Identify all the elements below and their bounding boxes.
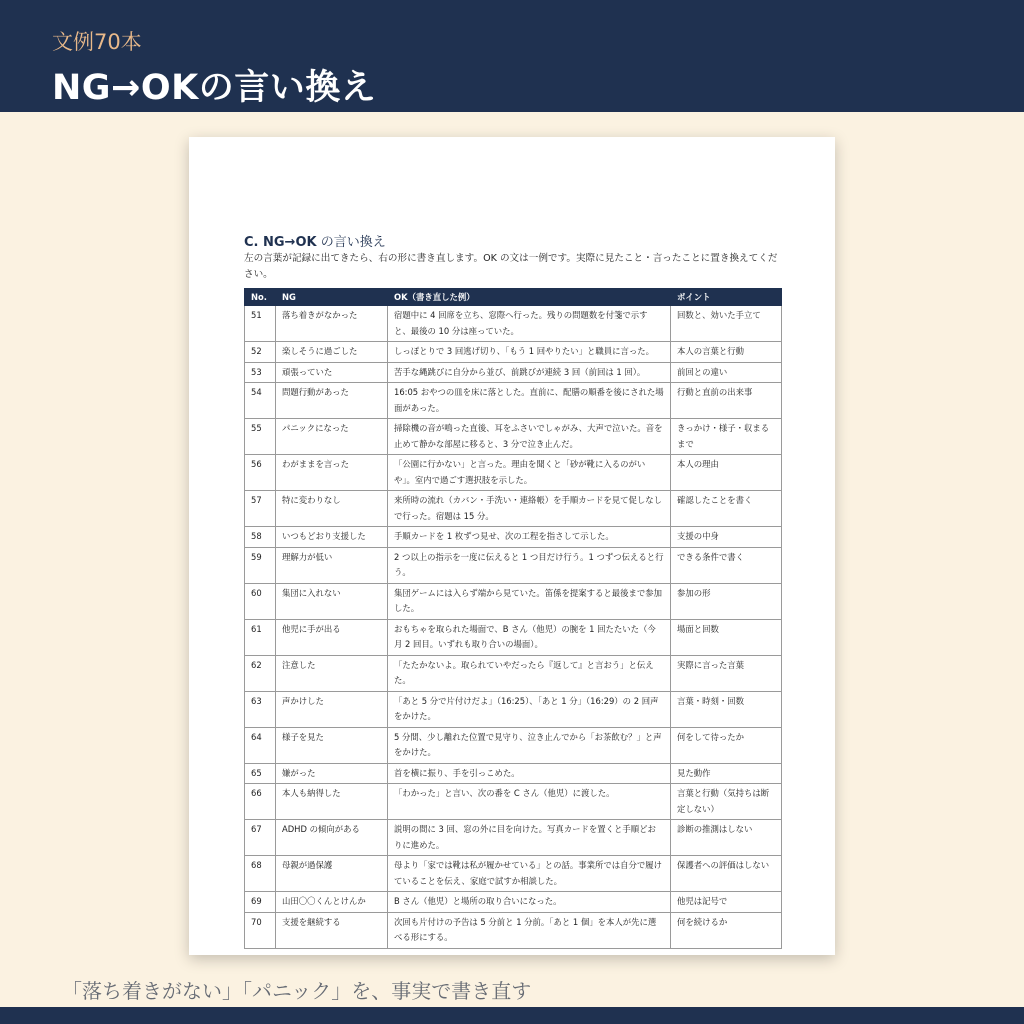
cell-ok: 16:05 おやつの皿を床に落とした。直前に、配膳の順番を後にされた場面があった。 [388, 383, 671, 419]
cell-point: 何をして待ったか [671, 727, 782, 763]
table-row [245, 619, 782, 655]
cell-no: 57 [245, 491, 276, 527]
table-row [245, 455, 782, 491]
cell-no: 64 [245, 727, 276, 763]
cell-ok: B さん（他児）と場所の取り合いになった。 [388, 892, 671, 913]
table-row [245, 691, 782, 727]
cell-ok: 「あと 5 分で片付けだよ」（16:25）、「あと 1 分」（16:29）の 2 回声をかけた。 [388, 691, 671, 727]
cell-point: 場面と回数 [671, 619, 782, 655]
cell-ng: 頑張っていた [276, 362, 388, 383]
cell-point: 本人の言葉と行動 [671, 342, 782, 363]
cell-ok: 2 つ以上の指示を一度に伝えると 1 つ目だけ行う。1 つずつ伝えると行う。 [388, 547, 671, 583]
cell-point: 言葉・時刻・回数 [671, 691, 782, 727]
header-bar [0, 0, 1024, 112]
cell-point: きっかけ・様子・収まるまで [671, 419, 782, 455]
cell-point: 行動と直前の出来事 [671, 383, 782, 419]
cell-ok: 5 分間、少し離れた位置で見守り、泣き止んでから「お茶飲む？」と声をかけた。 [388, 727, 671, 763]
cell-ng: 楽しそうに過ごした [276, 342, 388, 363]
cell-no: 51 [245, 306, 276, 342]
cell-ng: 問題行動があった [276, 383, 388, 419]
cell-no: 55 [245, 419, 276, 455]
cell-ok: 宿題中に 4 回席を立ち、窓際へ行った。残りの問題数を付箋で示すと、最後の 10 分は座っていた。 [388, 306, 671, 342]
cell-no: 52 [245, 342, 276, 363]
table-row [245, 892, 782, 913]
cell-no: 60 [245, 583, 276, 619]
cell-ok: おもちゃを取られた場面で、B さん（他児）の腕を 1 回たたいた（今月 2 回目。いずれも取り合いの場面）。 [388, 619, 671, 655]
cell-ok: 掃除機の音が鳴った直後、耳をふさいでしゃがみ、大声で泣いた。音を止めて静かな部屋に移ると、3 分で泣き止んだ。 [388, 419, 671, 455]
cell-ok: 集団ゲームには入らず端から見ていた。笛係を提案すると最後まで参加した。 [388, 583, 671, 619]
cell-no: 68 [245, 856, 276, 892]
cell-ng: 母親が過保護 [276, 856, 388, 892]
cell-ng: いつもどおり支援した [276, 527, 388, 548]
cell-ng: 特に変わりなし [276, 491, 388, 527]
table-row [245, 583, 782, 619]
table-row [245, 527, 782, 548]
table-row [245, 547, 782, 583]
cell-no: 65 [245, 763, 276, 784]
column-header-point: ポイント [671, 289, 782, 306]
eyebrow-label: 文例70本 [52, 30, 142, 54]
table-row [245, 784, 782, 820]
cell-ng: 山田〇〇くんとけんか [276, 892, 388, 913]
cell-point: 本人の理由 [671, 455, 782, 491]
rephrase-table [244, 288, 782, 949]
cell-ok: 「たたかないよ。取られていやだったら『返して』と言おう」と伝えた。 [388, 655, 671, 691]
cell-ok: 説明の間に 3 回、窓の外に目を向けた。写真カードを置くと手順どおりに進めた。 [388, 820, 671, 856]
cell-ng: 支援を継続する [276, 912, 388, 948]
cell-ok: 首を横に振り、手を引っこめた。 [388, 763, 671, 784]
table-row [245, 655, 782, 691]
cell-no: 54 [245, 383, 276, 419]
cell-no: 59 [245, 547, 276, 583]
cell-ng: 理解力が低い [276, 547, 388, 583]
table-row [245, 912, 782, 948]
cell-ng: わがままを言った [276, 455, 388, 491]
document-heading [244, 231, 386, 250]
table-row [245, 763, 782, 784]
cell-ng: パニックになった [276, 419, 388, 455]
table-row [245, 383, 782, 419]
cell-point: 確認したことを書く [671, 491, 782, 527]
cell-point: 前回との違い [671, 362, 782, 383]
column-header-ok: OK（書き直した例） [388, 289, 671, 306]
cell-ng: 声かけした [276, 691, 388, 727]
cell-ok: 母より「家では靴は私が履かせている」との話。事業所では自分で履けていることを伝え、家庭で試すか相談した。 [388, 856, 671, 892]
table-row [245, 306, 782, 342]
cell-ok: 苦手な縄跳びに自分から並び、前跳びが連続 3 回（前回は 1 回）。 [388, 362, 671, 383]
cell-ok: 手順カードを 1 枚ずつ見せ、次の工程を指さして示した。 [388, 527, 671, 548]
column-header-ng: NG [276, 289, 388, 306]
cell-ng: 集団に入れない [276, 583, 388, 619]
cell-no: 63 [245, 691, 276, 727]
cell-ok: 「公園に行かない」と言った。理由を聞くと「砂が靴に入るのがいや」。室内で過ごす選択肢を示した。 [388, 455, 671, 491]
cell-point: 保護者への評価はしない [671, 856, 782, 892]
cell-no: 58 [245, 527, 276, 548]
document-intro: 左の言葉が記録に出てきたら、右の形に書き直します。OK の文は一例です。実際に見たこと・言ったことに置き換えてください。 [244, 253, 778, 280]
cell-no: 66 [245, 784, 276, 820]
cell-point: 診断の推測はしない [671, 820, 782, 856]
cell-point: 何を続けるか [671, 912, 782, 948]
table-body [245, 306, 782, 949]
cell-point: 他児は記号で [671, 892, 782, 913]
cell-point: 参加の形 [671, 583, 782, 619]
table-row [245, 419, 782, 455]
document-page [189, 137, 835, 955]
cell-point: 見た動作 [671, 763, 782, 784]
cell-no: 61 [245, 619, 276, 655]
cell-ok: しっぽとりで 3 回逃げ切り、「もう 1 回やりたい」と職員に言った。 [388, 342, 671, 363]
table-row [245, 342, 782, 363]
cell-no: 62 [245, 655, 276, 691]
bottom-caption: 「落ち着きがない」「パニック」を、事実で書き直す [62, 979, 532, 1003]
cell-no: 69 [245, 892, 276, 913]
cell-no: 56 [245, 455, 276, 491]
table-row [245, 856, 782, 892]
cell-ok: 次回も片付けの予告は 5 分前と 1 分前。「あと 1 個」を本人が先に選べる形にする。 [388, 912, 671, 948]
table-row [245, 727, 782, 763]
table-row [245, 362, 782, 383]
footer-bar [0, 1007, 1024, 1024]
cell-point: 回数と、効いた手立て [671, 306, 782, 342]
cell-no: 53 [245, 362, 276, 383]
cell-point: 実際に言った言葉 [671, 655, 782, 691]
document-heading-suffix: の言い換え [316, 235, 386, 250]
table-header-row [245, 289, 782, 306]
table-row [245, 491, 782, 527]
cell-ng: 本人も納得した [276, 784, 388, 820]
cell-ng: 様子を見た [276, 727, 388, 763]
page-title: NG→OKの言い換え [52, 68, 377, 108]
cell-ng: 注意した [276, 655, 388, 691]
cell-no: 70 [245, 912, 276, 948]
cell-no: 67 [245, 820, 276, 856]
cell-point: 言葉と行動（気持ちは断定しない） [671, 784, 782, 820]
cell-point: できる条件で書く [671, 547, 782, 583]
table-row [245, 820, 782, 856]
cell-point: 支援の中身 [671, 527, 782, 548]
cell-ng: ADHD の傾向がある [276, 820, 388, 856]
cell-ng: 落ち着きがなかった [276, 306, 388, 342]
cell-ok: 「わかった」と言い、次の番を C さん（他児）に渡した。 [388, 784, 671, 820]
cell-ng: 嫌がった [276, 763, 388, 784]
document-heading-prefix: C. NG→OK [244, 235, 317, 250]
cell-ng: 他児に手が出る [276, 619, 388, 655]
column-header-no: No. [245, 289, 276, 306]
cell-ok: 来所時の流れ（カバン・手洗い・連絡帳）を手順カードを見て促しなしで行った。宿題は 15 分。 [388, 491, 671, 527]
